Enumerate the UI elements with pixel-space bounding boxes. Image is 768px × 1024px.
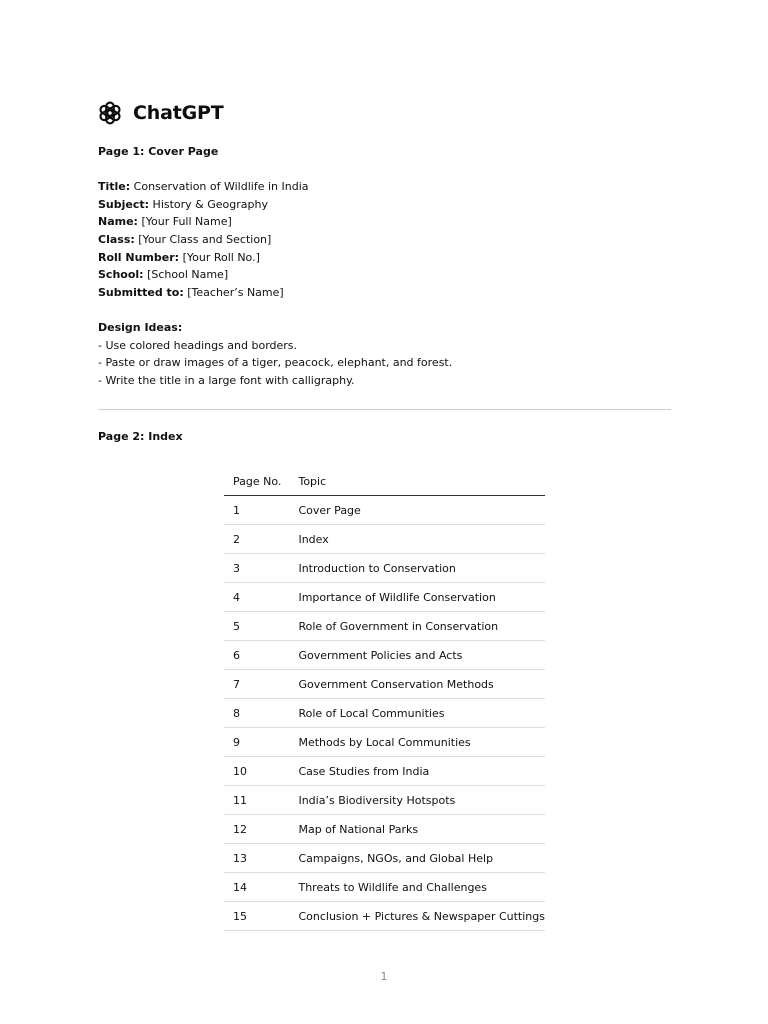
table-row xyxy=(224,728,545,757)
cover-field-value: [Teacher’s Name] xyxy=(187,285,284,299)
topic-cell: Role of Government in Conservation xyxy=(289,612,545,641)
cover-field xyxy=(98,178,672,196)
topic-cell: Introduction to Conservation xyxy=(289,554,545,583)
table-row xyxy=(224,844,545,873)
design-idea-item: - Use colored headings and borders. xyxy=(98,338,298,352)
page-no-cell: 1 xyxy=(224,496,289,525)
index-page-heading: Page 2: Index xyxy=(98,430,183,443)
page-no-cell: 5 xyxy=(224,612,289,641)
page-no-cell: 12 xyxy=(224,815,289,844)
page-no-cell: 4 xyxy=(224,583,289,612)
cover-field-label: Roll Number: xyxy=(98,250,180,264)
topic-cell: Importance of Wildlife Conservation xyxy=(289,583,545,612)
cover-field-value: History & Geography xyxy=(152,197,268,211)
topic-cell: Government Policies and Acts xyxy=(289,641,545,670)
cover-page-heading: Page 1: Cover Page xyxy=(98,145,219,158)
cover-page-section xyxy=(98,143,672,389)
page-no-cell: 9 xyxy=(224,728,289,757)
page-no-cell: 14 xyxy=(224,873,289,902)
page-no-cell: 15 xyxy=(224,902,289,931)
cover-field-value: [Your Roll No.] xyxy=(182,250,260,264)
design-idea-item: - Paste or draw images of a tiger, peacock, elephant, and forest. xyxy=(98,356,453,370)
cover-field xyxy=(98,213,672,231)
cover-field xyxy=(98,266,672,284)
topic-cell: Methods by Local Communities xyxy=(289,728,545,757)
cover-field-label: Subject: xyxy=(98,197,150,211)
page-no-cell: 13 xyxy=(224,844,289,873)
topic-cell: Government Conservation Methods xyxy=(289,670,545,699)
topic-cell: India’s Biodiversity Hotspots xyxy=(289,786,545,815)
table-row xyxy=(224,496,545,525)
table-row xyxy=(224,757,545,786)
table-row xyxy=(224,902,545,931)
cover-field-value: Conservation of Wildlife in India xyxy=(133,180,309,194)
table-row xyxy=(224,525,545,554)
cover-field-label: School: xyxy=(98,268,144,282)
cover-fields xyxy=(98,178,672,301)
page-no-cell: 11 xyxy=(224,786,289,815)
design-ideas-heading: Design Ideas: xyxy=(98,320,183,334)
column-header-topic: Topic xyxy=(289,468,545,496)
logo-wordmark: ChatGPT xyxy=(133,102,224,124)
cover-field xyxy=(98,231,672,249)
topic-cell: Index xyxy=(289,525,545,554)
table-row xyxy=(224,873,545,902)
cover-field xyxy=(98,284,672,302)
cover-field xyxy=(98,249,672,267)
page-no-cell: 8 xyxy=(224,699,289,728)
page-number: 1 xyxy=(380,970,388,983)
openai-knot-icon xyxy=(97,100,123,126)
page-no-cell: 2 xyxy=(224,525,289,554)
cover-field-label: Submitted to: xyxy=(98,285,184,299)
cover-field-value: [Your Full Name] xyxy=(141,215,232,229)
cover-field-value: [Your Class and Section] xyxy=(138,232,272,246)
table-row xyxy=(224,612,545,641)
index-table-body xyxy=(224,496,545,931)
page-no-cell: 6 xyxy=(224,641,289,670)
topic-cell: Map of National Parks xyxy=(289,815,545,844)
topic-cell: Conclusion + Pictures & Newspaper Cuttings xyxy=(289,902,545,931)
page-no-cell: 3 xyxy=(224,554,289,583)
column-header-page-no: Page No. xyxy=(224,468,289,496)
design-ideas-list xyxy=(98,337,672,390)
topic-cell: Cover Page xyxy=(289,496,545,525)
cover-field-label: Title: xyxy=(98,180,131,194)
table-row xyxy=(224,815,545,844)
page-no-cell: 10 xyxy=(224,757,289,786)
table-row xyxy=(224,641,545,670)
topic-cell: Case Studies from India xyxy=(289,757,545,786)
table-row xyxy=(224,786,545,815)
page-no-cell: 7 xyxy=(224,670,289,699)
index-table xyxy=(224,468,545,931)
topic-cell: Role of Local Communities xyxy=(289,699,545,728)
cover-field-value: [School Name] xyxy=(147,268,229,282)
table-row xyxy=(224,699,545,728)
table-row xyxy=(224,670,545,699)
horizontal-rule xyxy=(98,409,671,410)
topic-cell: Threats to Wildlife and Challenges xyxy=(289,873,545,902)
cover-field xyxy=(98,196,672,214)
cover-field-label: Class: xyxy=(98,232,135,246)
topic-cell: Campaigns, NGOs, and Global Help xyxy=(289,844,545,873)
table-row xyxy=(224,583,545,612)
design-idea-item: - Write the title in a large font with calligraphy. xyxy=(98,373,355,387)
cover-field-label: Name: xyxy=(98,215,138,229)
table-row xyxy=(224,554,545,583)
index-table-header-row xyxy=(224,468,545,496)
chatgpt-logo xyxy=(97,100,223,126)
